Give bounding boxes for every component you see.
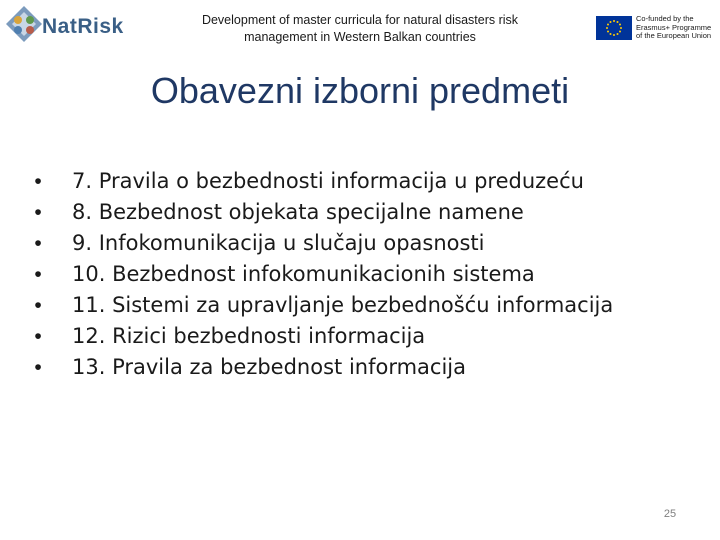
- natrisk-emblem-icon: [4, 4, 44, 52]
- list-item-text: 9. Infokomunikacija u slučaju opasnosti: [72, 231, 485, 255]
- erasmus-line-2: Erasmus+ Programme: [636, 22, 712, 32]
- slide-header: [0, 0, 720, 58]
- list-item-text: 13. Pravila za bezbednost informacija: [72, 355, 466, 379]
- list-item-text: 12. Rizici bezbednosti informacija: [72, 324, 426, 348]
- bullet-icon: •: [34, 263, 42, 286]
- erasmus-line-1: Co-funded by the: [636, 14, 694, 23]
- natrisk-logo-text: NatRisk: [42, 15, 124, 38]
- course-list: [28, 166, 688, 383]
- bullet-icon: •: [34, 232, 42, 255]
- project-title-line-2: management in Western Balkan countries: [244, 30, 476, 44]
- list-item: [28, 321, 688, 352]
- list-item-text: 10. Bezbednost infokomunikacionih sistema: [72, 262, 535, 286]
- list-item-text: 11. Sistemi za upravljanje bezbednošću informacija: [72, 293, 614, 317]
- slide-title: Obavezni izborni predmeti: [150, 70, 570, 111]
- erasmus-line-3: of the European Union: [636, 31, 712, 40]
- page-number: 25: [663, 508, 677, 520]
- bullet-icon: •: [34, 201, 42, 224]
- bullet-icon: •: [34, 356, 42, 379]
- bullet-icon: •: [34, 325, 42, 348]
- list-item: [28, 228, 688, 259]
- list-item: [28, 197, 688, 228]
- natrisk-logo: [4, 4, 124, 52]
- bullet-icon: •: [34, 170, 42, 193]
- list-item: [28, 166, 688, 197]
- list-item: [28, 352, 688, 383]
- list-item: [28, 259, 688, 290]
- project-title: [180, 12, 540, 46]
- list-item-text: 8. Bezbednost objekata specijalne namene: [72, 200, 524, 224]
- project-title-line-1: Development of master curricula for natural disasters risk: [201, 13, 519, 27]
- bullet-icon: •: [34, 294, 42, 317]
- erasmus-logo: [592, 14, 716, 44]
- list-item-text: 7. Pravila o bezbednosti informacija u preduzeću: [72, 169, 584, 193]
- eu-flag-icon: [596, 16, 632, 40]
- list-item: [28, 290, 688, 321]
- erasmus-logo-text: [636, 15, 714, 41]
